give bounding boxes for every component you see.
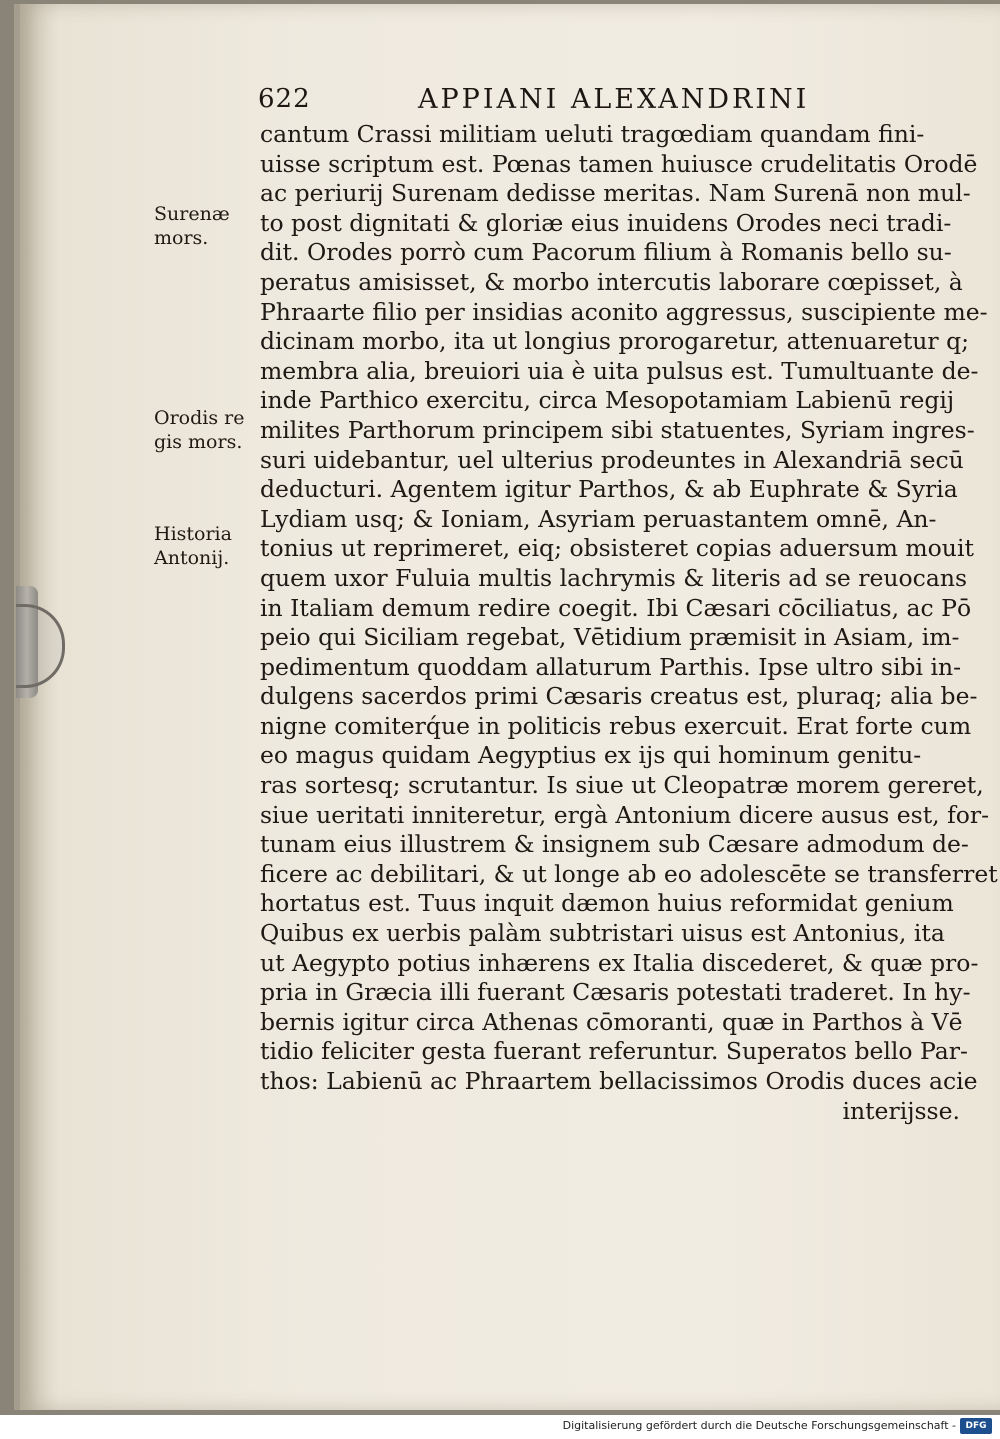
margin-note-line: Orodis re xyxy=(154,407,245,429)
footer-bar xyxy=(0,1415,1000,1439)
text-line: siue ueritati inniteretur, ergà Antonium dicere ausus est, for- xyxy=(260,800,990,829)
page-number: 622 xyxy=(258,84,311,114)
margin-note-line: mors. xyxy=(154,227,209,249)
catchword-line: interijsse. xyxy=(842,1096,960,1125)
text-line: tunam eius illustrem & insignem sub Cæsare admodum de- xyxy=(260,830,969,859)
text-line: hortatus est. Tuus inquit dæmon huius reformidat genium xyxy=(260,889,954,918)
text-line: ac periurij Surenam dedisse meritas. Nam Surenā non mul- xyxy=(260,179,971,208)
text-line: in Italiam demum redire coegit. Ibi Cæsari cōciliatus, ac Pō xyxy=(260,593,972,622)
text-line: dit. Orodes porrò cum Pacorum filium à Romanis bello su- xyxy=(260,238,952,267)
text-line: pedimentum quoddam allaturum Parthis. Ipse ultro sibi in- xyxy=(260,652,962,681)
text-line: eo magus quidam Aegyptius ex ijs qui hominum genitu- xyxy=(260,741,922,770)
text-line: pria in Græcia illi fuerant Cæsaris potestati traderet. In hy- xyxy=(260,978,971,1007)
text-line: milites Parthorum principem sibi statuentes, Syriam ingres- xyxy=(260,415,975,444)
running-head xyxy=(258,84,818,120)
text-line: Quibus ex uerbis palàm subtristari uisus est Antonius, ita xyxy=(260,919,945,948)
text-line: Lydiam usq; & Ioniam, Asyriam peruastantem omnē, An- xyxy=(260,504,937,533)
text-line: nigne comiterq́ue in politicis rebus exercuit. Erat forte cum xyxy=(260,711,972,740)
text-line: tonius ut reprimeret, eiq; obsisteret copias aduersum mouit xyxy=(260,534,974,563)
body-text xyxy=(260,120,998,1126)
margin-note xyxy=(154,522,264,570)
text-line: Phraarte filio per insidias aconito aggressus, suscipiente me- xyxy=(260,297,988,326)
margin-note-line: Antonij. xyxy=(154,547,230,569)
text-line: quem uxor Fuluia multis lachrymis & literis ad se reuocans xyxy=(260,563,968,592)
text-line: uisse scriptum est. Pœnas tamen huiusce crudelitatis Orodē xyxy=(260,149,978,178)
text-line: bernis igitur circa Athenas cōmoranti, quæ in Parthos à Vē xyxy=(260,1007,963,1036)
text-line: suri uidebantur, uel ulterius prodeuntes in Alexandriā secū xyxy=(260,445,964,474)
text-line: dulgens sacerdos primi Cæsaris creatus est, pluraq; alia be- xyxy=(260,682,978,711)
text-line: peio qui Siciliam regebat, Vētidium præmisit in Asiam, im- xyxy=(260,623,960,652)
text-line: thos: Labienū ac Phraartem bellacissimos Orodis duces acie xyxy=(260,1067,978,1095)
margin-note xyxy=(154,202,264,250)
margin-note xyxy=(154,406,264,454)
text-line: dicinam morbo, ita ut longius prorogaretur, attenuaretur q; xyxy=(260,327,970,356)
margin-note-line: Historia xyxy=(154,523,232,545)
text-line: deducturi. Agentem igitur Parthos, & ab Euphrate & Syria xyxy=(260,475,958,504)
margin-note-line: Surenæ xyxy=(154,203,230,225)
dfg-logo-icon: DFG xyxy=(960,1418,992,1434)
text-line: to post dignitati & gloriæ eius inuidens Orodes neci tradi- xyxy=(260,208,952,237)
text-line: membra alia, breuiori uia è uita pulsus est. Tumultuante de- xyxy=(260,356,979,385)
text-line: ras sortesq; scrutantur. Is siue ut Cleopatræ morem gereret, xyxy=(260,771,984,800)
margin-note-line: gis mors. xyxy=(154,431,243,453)
text-line: tidio feliciter gesta fuerant referuntur. Superatos bello Par- xyxy=(260,1037,968,1066)
text-line: ut Aegypto potius inhærens ex Italia discederet, & quæ pro- xyxy=(260,948,979,977)
book-clasp-icon xyxy=(16,604,65,688)
running-title: APPIANI ALEXANDRINI xyxy=(418,84,810,115)
book-page xyxy=(14,4,1000,1410)
text-line: peratus amisisset, & morbo intercutis laborare cœpisset, à xyxy=(260,267,963,296)
text-line: ficere ac debilitari, & ut longe ab eo adolescēte se transferret xyxy=(260,859,998,888)
text-line: cantum Crassi militiam ueluti tragœdiam quandam fini- xyxy=(260,120,925,148)
text-line: inde Parthico exercitu, circa Mesopotamiam Labienū regij xyxy=(260,386,955,415)
funding-notice: Digitalisierung gefördert durch die Deutsche Forschungsgemeinschaft - xyxy=(562,1419,956,1432)
